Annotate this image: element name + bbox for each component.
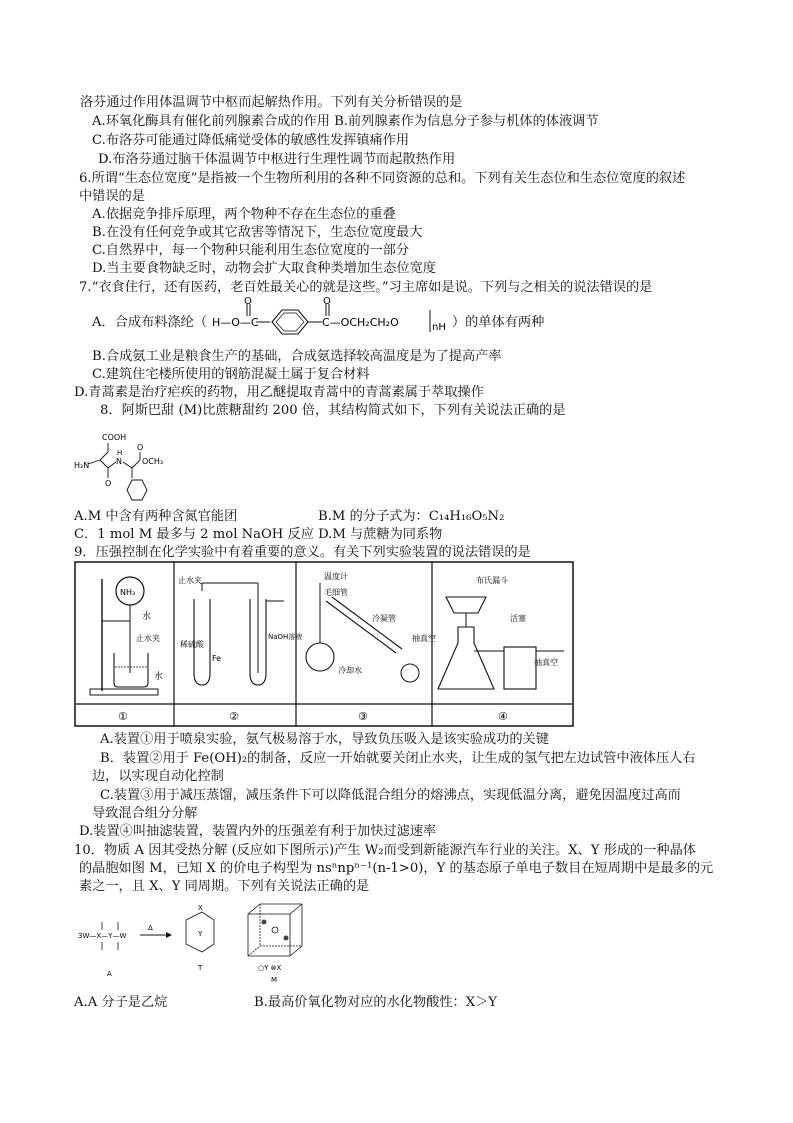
- q9-option-b-continued: 边，以实现自动化控制: [92, 769, 224, 784]
- q6-stem: 6.所谓“生态位宽度”是指被一个生物所利用的各种不同资源的总和。下列有关生态位和生态位宽度的叙述: [79, 171, 686, 186]
- aspartame-structure: [74, 430, 194, 510]
- panel-label-4: ④: [498, 710, 508, 723]
- q10-stem-continued: 的晶胞如图 M，已知 X 的价电子构型为 nsⁿnpⁿ⁻¹(n-1>0)，Y 的基态原子单电子数目在短周期中是最多的元: [79, 861, 714, 876]
- dacron-ester: C—OCH₂CH₂O: [322, 316, 399, 329]
- q5-option-d: D.布洛芬通过脑干体温调节中枢进行生理性调节而起散热作用: [98, 152, 456, 167]
- q9-option-c: C.装置③用于减压蒸馏，减压条件下可以降低混合组分的熔沸点，实现低温分离，避免因温度过高而: [100, 788, 681, 803]
- q7-option-a-suffix: ）的单体有两种: [452, 315, 545, 330]
- reaction-figure: [74, 898, 334, 990]
- aspartame-nh: H: [117, 449, 123, 457]
- panel1-nh3: NH₃: [120, 588, 136, 597]
- reaction-label-m: M: [271, 976, 278, 984]
- q10-option-b: B.最高价氧化物对应的水化物酸性：X＞Y: [254, 995, 497, 1010]
- panel2-clamp: 止水夹: [178, 576, 202, 585]
- aspartame-och3: OCH₃: [142, 457, 164, 466]
- dacron-h-o-c: H—O—C: [212, 316, 259, 329]
- panel2-fe: Fe: [212, 654, 222, 663]
- aspartame-n: N: [116, 457, 122, 466]
- q7-option-c: C.建筑住宅楼所使用的钢筋混凝土属于复合材料: [92, 367, 370, 382]
- panel1-water2: 水: [154, 672, 164, 682]
- q7-option-d: D.青蒿素是治疗疟疾的药物，用乙醚提取青蒿中的青蒿素属于萃取操作: [74, 385, 484, 400]
- q9-option-d: D.装置④叫抽滤装置，装置内外的压强差有利于加快过滤速率: [79, 824, 437, 839]
- dacron-o-right: O: [323, 296, 331, 307]
- dacron-n-h: nH: [432, 322, 446, 333]
- panel-label-2: ②: [229, 710, 239, 723]
- q9-option-b: B．装置②用于 Fe(OH)₂的制备，反应一开始就要关闭止水夹，让生成的氢气把左边试管中液体压人右: [100, 751, 696, 766]
- q10-stem: 10．物质 A 因其受热分解 (反应如下图所示)产生 W₂而受到新能源汽车行业的关注。X、Y 形成的一种晶体: [74, 843, 696, 858]
- q5-stem-continued: 洛芬通过作用体温调节中枢而起解热作用。下列有关分析错误的是: [80, 95, 463, 110]
- panel3-cooling-water: 冷却水: [338, 666, 362, 675]
- panel4-vacuum: 抽真空: [534, 658, 558, 667]
- q9-stem: 9．压强控制在化学实验中有着重要的意义。有关下列实验装置的说法错误的是: [74, 545, 531, 560]
- reaction-arrow-delta: Δ: [148, 924, 153, 932]
- q8-option-a: A.M 中含有两种含氮官能团: [74, 509, 238, 524]
- panel1-water: 水: [142, 612, 152, 622]
- reaction-left: 3W—X—Y—W: [78, 932, 127, 940]
- q7-stem: 7.“衣食住行，还有医药，老百姓最关心的就是这些。”习主席如是说。下列与之相关的说法错误的是: [79, 280, 653, 295]
- panel3-vacuum: 抽真空: [412, 634, 436, 643]
- reaction-label-t: T: [198, 964, 203, 972]
- q8-option-b: B.M 的分子式为：C₁₄H₁₆O₅N₂: [318, 509, 505, 524]
- q6-option-a: A.依据竞争排斥原理，两个物种不存在生态位的重叠: [92, 207, 396, 222]
- q6-stem-continued: 中错误的是: [79, 189, 145, 204]
- apparatus-figure: [74, 561, 574, 727]
- q8-option-c-d: C．1 mol M 最多与 2 mol NaOH 反应 D.M 与蔗糖为同系物: [74, 527, 443, 542]
- q6-option-c: C.自然界中，每一个物种只能利用生态位宽度的一部分: [92, 243, 410, 258]
- panel4-buchner: 布氏漏斗: [476, 576, 508, 585]
- aspartame-o2: O: [137, 443, 144, 452]
- panel2-dilute-acid: 稀硫酸: [180, 640, 204, 649]
- panel-label-1: ①: [118, 710, 128, 723]
- reaction-x-top: X: [198, 904, 203, 912]
- q6-option-d: D.当主要食物缺乏时，动物会扩大取食种类增加生态位宽度: [92, 261, 436, 276]
- dacron-o-left: O: [244, 296, 252, 307]
- panel4-stopcock: 活塞: [510, 614, 526, 623]
- q9-option-a: A.装置①用于喷泉实验，氨气极易溶于水，导致负压吸入是该实验成功的关键: [100, 732, 549, 747]
- panel1-clamp: 止水夹: [136, 634, 160, 643]
- panel3-capillary: 毛细管: [324, 588, 348, 597]
- panel2-naoh: NaOH溶液: [268, 633, 303, 641]
- q10-stem-continued-2: 素之一，且 X、Y 同周期。下列有关说法正确的是: [79, 879, 370, 894]
- q9-option-c-continued: 导致混合组分分解: [92, 806, 198, 821]
- q5-option-c: C.布洛芬可能通过降低痛觉受体的敏感性发挥镇痛作用: [92, 133, 410, 148]
- q5-option-a-b: A.环氧化酶具有催化前列腺素合成的作用 B.前列腺素作为信息分子参与机体的体液调节: [92, 114, 599, 129]
- q7-option-b: B.合成氨工业是粮食生产的基础，合成氨选择较高温度是为了提高产率: [92, 349, 502, 364]
- reaction-y-mid: Y: [198, 930, 203, 938]
- dacron-structure: [212, 296, 462, 338]
- q7-option-a-prefix: A．合成布料涤纶（: [92, 315, 208, 330]
- aspartame-o1: O: [105, 479, 112, 488]
- panel3-condenser: 冷凝管: [372, 614, 396, 623]
- aspartame-h2n: H₂N: [74, 461, 90, 470]
- panel-label-3: ③: [358, 710, 368, 723]
- reaction-legend: ○Y ⊗X: [258, 964, 282, 972]
- panel3-thermometer: 温度计: [324, 572, 348, 581]
- reaction-label-a: A: [107, 970, 112, 978]
- q6-option-b: B.在没有任何竞争或其它敌害等情况下，生态位宽度最大: [92, 225, 423, 240]
- q8-stem: 8．阿斯巴甜 (M)比蔗糖甜约 200 倍，其结构简式如下，下列有关说法正确的是: [100, 403, 566, 418]
- aspartame-cooh: COOH: [102, 433, 127, 442]
- q10-option-a: A.A 分子是乙烷: [74, 995, 168, 1010]
